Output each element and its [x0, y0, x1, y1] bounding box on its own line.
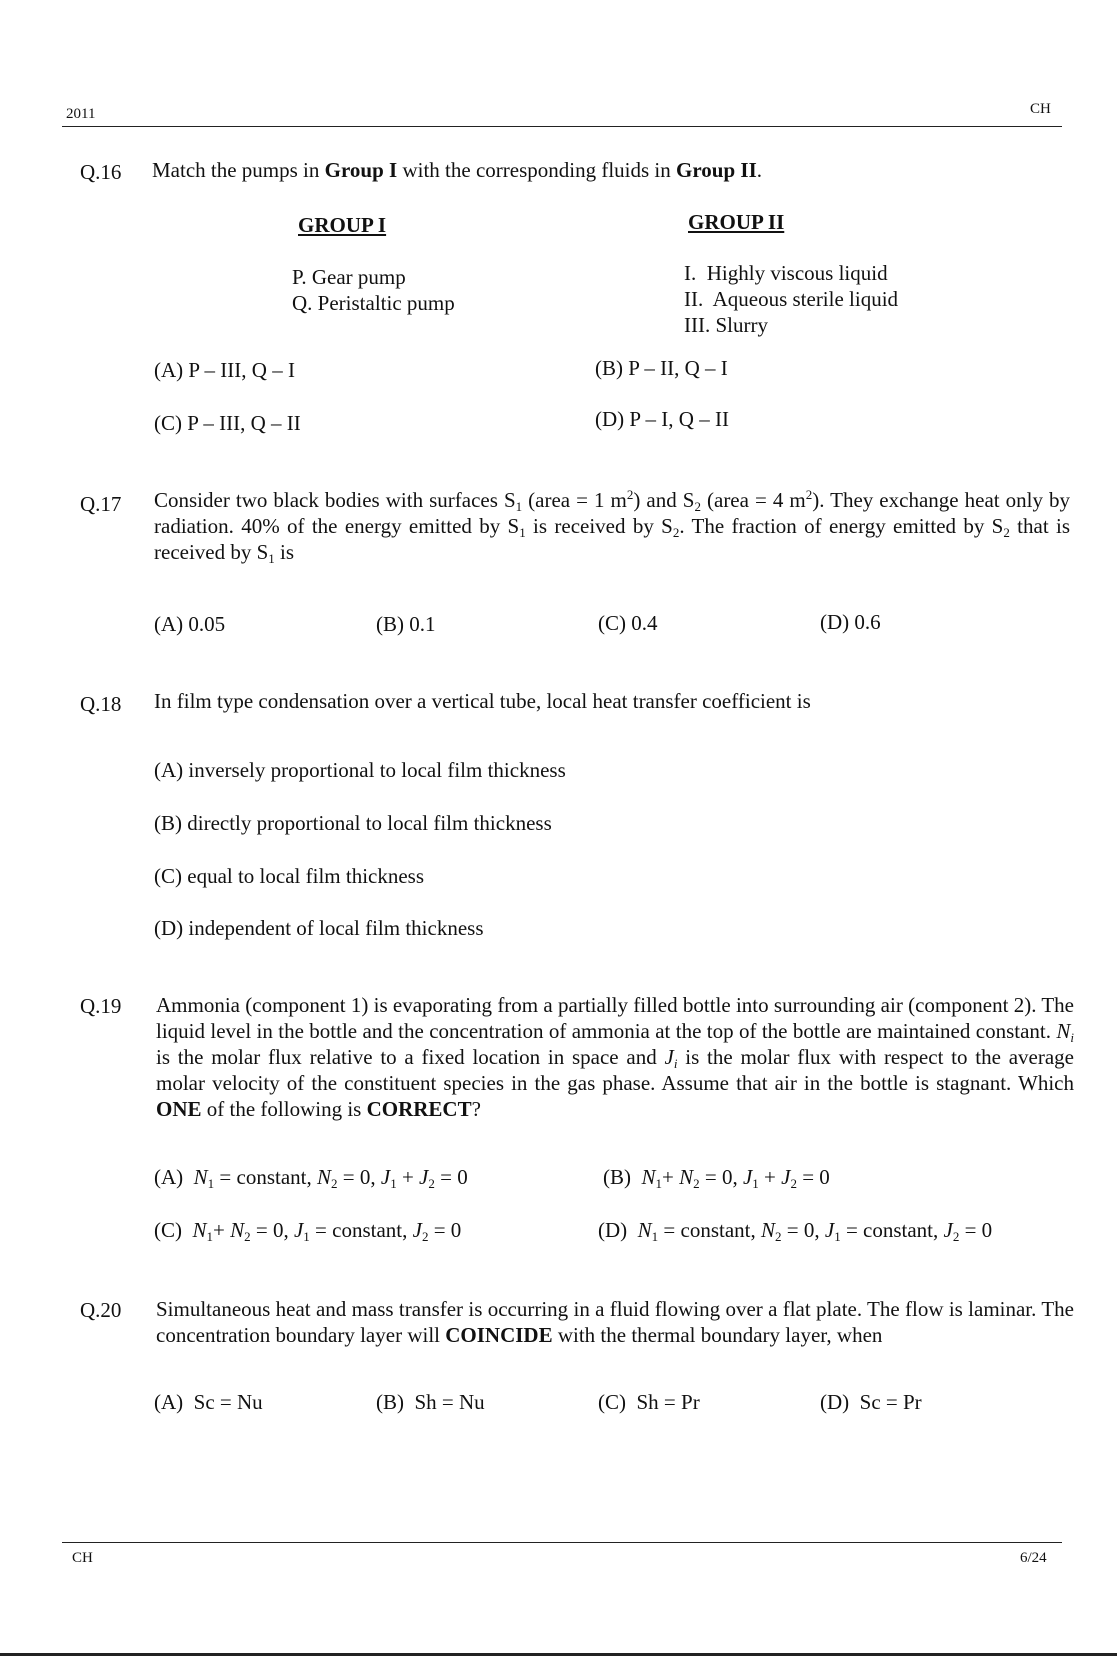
header-subject: CH: [1030, 101, 1051, 117]
option-a: (A) P – III, Q – I: [154, 358, 295, 382]
question-number: Q.17: [80, 492, 122, 516]
group-1-title: GROUP I: [298, 213, 387, 237]
option-a: (A) 0.05: [154, 612, 226, 636]
group-1-item: Q. Peristaltic pump: [292, 291, 455, 315]
option-d: (D) $N_1$ = constant, $N_2 = 0$, $J_1$ = constant, $J_2 = 0$: [598, 1218, 993, 1244]
question-number: Q.16: [80, 160, 122, 184]
option-a: (A) inversely proportional to local film thickness: [154, 758, 566, 782]
group-2-item: III. Slurry: [684, 313, 768, 337]
option-b: (B) P – II, Q – I: [595, 356, 728, 380]
group-2-title: GROUP II: [688, 210, 785, 234]
header-year: 2011: [66, 106, 96, 122]
group-1-item: P. Gear pump: [292, 265, 406, 289]
option-b: (B) $N_1+ N_2 = 0$, $J_1 + J_2 = 0$: [603, 1165, 830, 1191]
question-text: Ammonia (component 1) is evaporating from a partially filled bottle into surrounding air (component 2). The liquid level in the bottle and the concentration of ammonia at the top of the bottle are maintained constant. $N_i$ is the molar flux relative to a fixed location in space and $J_i$ is the molar flux with respect to the average molar velocity of the constituent species in the gas phase. Assume that air in the bottle is stagnant. Which ONE of the following is CORRECT?: [156, 993, 1075, 1121]
option-b: (B) 0.1: [376, 612, 436, 636]
option-d: (D) 0.6: [820, 610, 881, 634]
bottom-border: [0, 1653, 1117, 1656]
question-text: In film type condensation over a vertical tube, local heat transfer coefficient is: [154, 689, 811, 713]
question-number: Q.20: [80, 1298, 122, 1322]
question-number: Q.19: [80, 994, 122, 1018]
option-c: (C) 0.4: [598, 611, 658, 635]
option-c: (C) Sh = Pr: [598, 1390, 700, 1414]
option-a: (A) Sc = Nu: [154, 1390, 263, 1414]
question-number: Q.18: [80, 692, 122, 716]
footer-rule: [62, 1542, 1062, 1543]
question-text: Match the pumps in Group I with the corresponding fluids in Group II.: [152, 158, 762, 182]
question-text: Consider two black bodies with surfaces $S_1$ (area = 1 $m^2$) and $S_2$ (area = 4 $m^2$). They exchange heat only by radiation. 40% of the energy emitted by $S_1$ is received by $S_2$. The fraction of energy emitted by $S_2$ that is received by $S_1$ is: [154, 487, 1071, 566]
group-2-item: I. Highly viscous liquid: [684, 261, 888, 285]
page-number: 6/24: [1020, 1550, 1047, 1566]
header-rule: [62, 126, 1062, 127]
group-2-item: II. Aqueous sterile liquid: [684, 287, 899, 311]
option-c: (C) equal to local film thickness: [154, 864, 425, 888]
question-text: Simultaneous heat and mass transfer is occurring in a fluid flowing over a flat plate. The flow is laminar. The concentration boundary layer will COINCIDE with the thermal boundary layer, when: [156, 1297, 1074, 1347]
option-b: (B) Sh = Nu: [376, 1390, 485, 1414]
option-b: (B) directly proportional to local film thickness: [154, 811, 552, 835]
option-d: (D) independent of local film thickness: [154, 916, 484, 940]
option-d: (D) P – I, Q – II: [595, 407, 729, 431]
option-c: (C) $N_1+ N_2 = 0$, $J_1$ = constant, $J_2 = 0$: [154, 1218, 462, 1244]
option-c: (C) P – III, Q – II: [154, 411, 301, 435]
option-d: (D) Sc = Pr: [820, 1390, 922, 1414]
option-a: (A) $N_1$ = constant, $N_2 = 0$, $J_1 + J_2 = 0$: [154, 1165, 468, 1191]
footer-subject: CH: [72, 1550, 93, 1566]
